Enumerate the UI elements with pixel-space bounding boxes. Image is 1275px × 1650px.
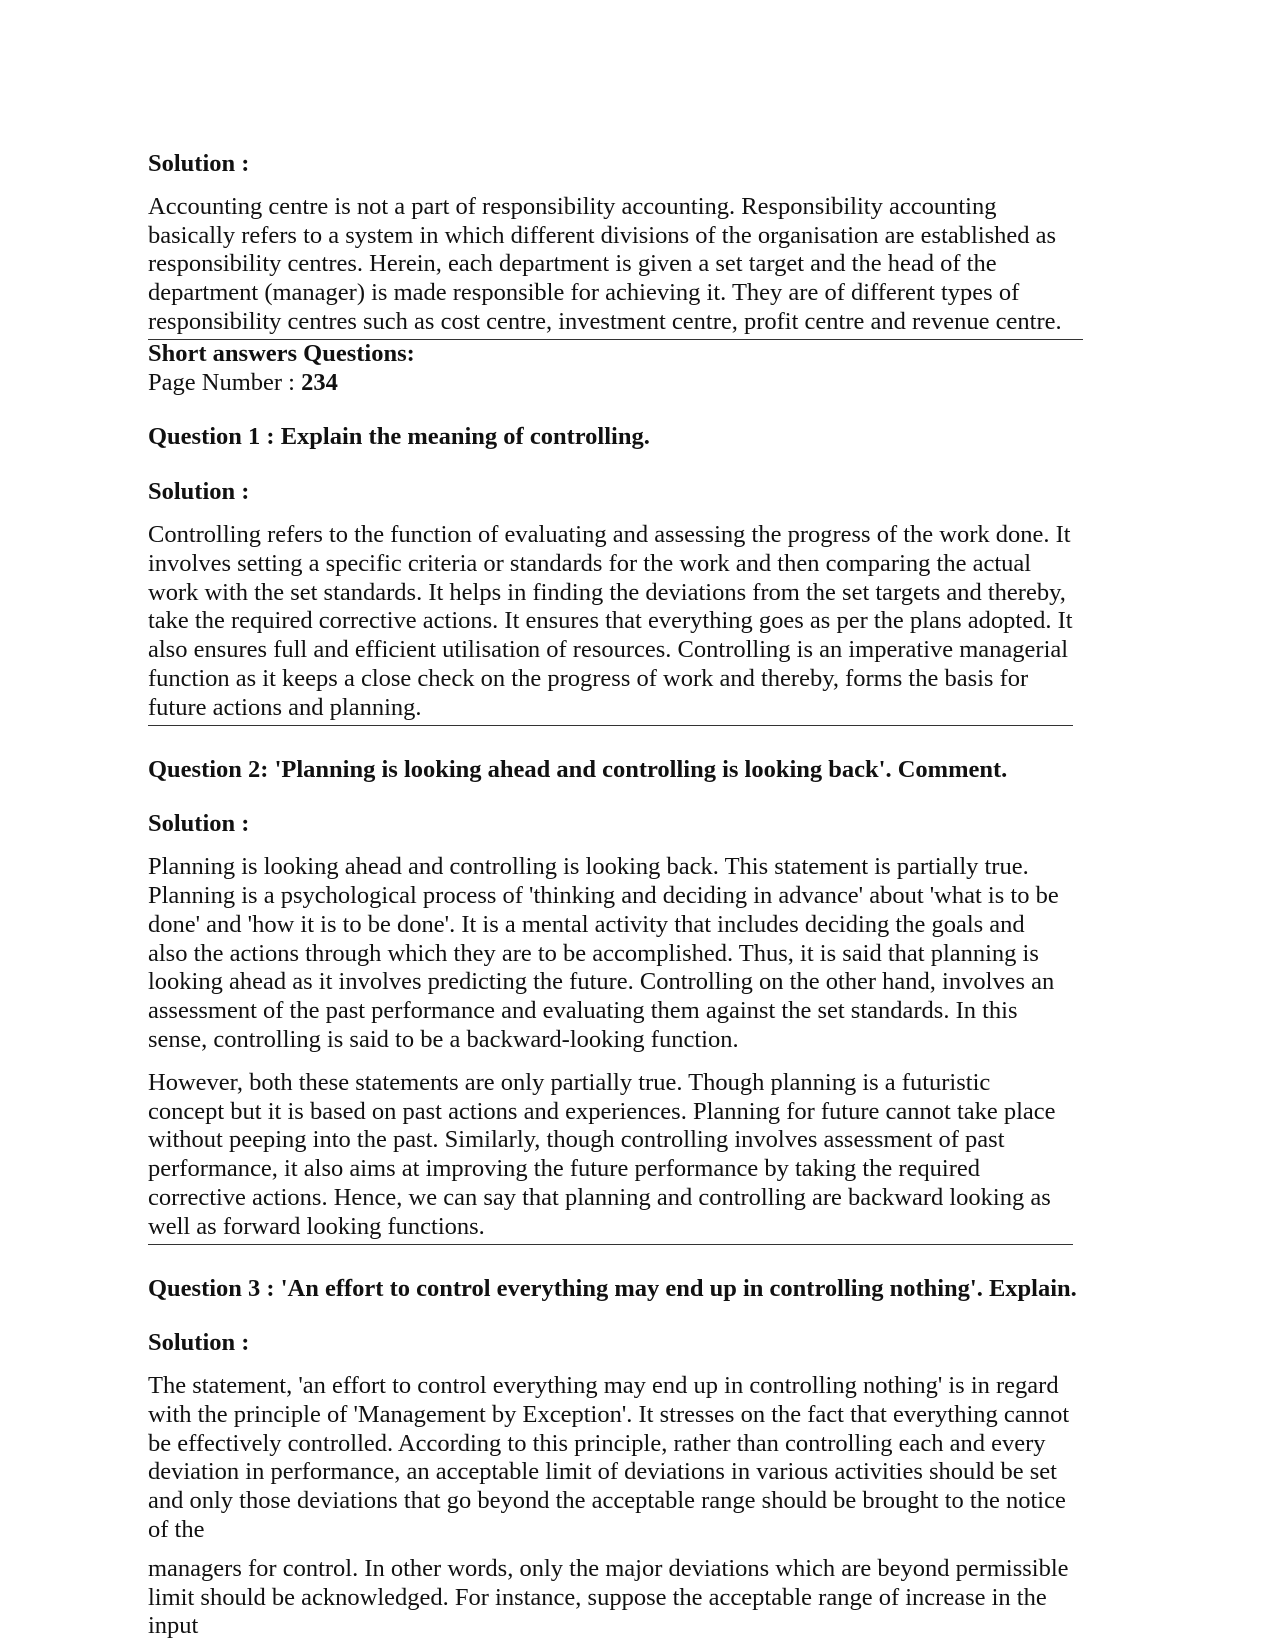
solution-paragraph: The statement, 'an effort to control everything may end up in controlling nothing' is in regard with the principle of 'Management by Exception'. It stresses on the fact that everything cannot be effectively controlled. According to this principle, rather than controlling each and every deviation in performance, an acceptable limit of deviations in various activities should be set and only those deviations that go beyond the acceptable range should be brought to the notice of the [148, 1372, 1070, 1544]
solution-paragraph: Planning is looking ahead and controlling is looking back. This statement is partially true. Planning is a psychological process of 'thinking and deciding in advance' about 'what is to be done' and 'how it is to be done'. It is a mental activity that includes deciding the goals and also the actions through which they are to be accomplished. Thus, it is said that planning is looking ahead as it involves predicting the future. Controlling on the other hand, involves an assessment of the past performance and evaluating them against the set standards. In this sense, controlling is said to be a backward-looking function. [148, 853, 1059, 1053]
question-1-heading: Question 1 : Explain the meaning of controlling. [148, 423, 650, 451]
divider [148, 725, 1073, 726]
document-page [148, 150, 1128, 1641]
solution-label: Solution : [148, 810, 250, 838]
solution-paragraph: managers for control. In other words, only the major deviations which are beyond permissible limit should be acknowledged. For instance, suppose the acceptable range of increase in the input [148, 1554, 1069, 1640]
solution-label: Solution : [148, 1329, 250, 1357]
page-number-label: Page Number : [148, 368, 302, 396]
solution-label: Solution : [148, 150, 250, 177]
question-2-heading: Question 2: 'Planning is looking ahead and controlling is looking back'. Comment. [148, 755, 1008, 783]
page-number-value: 234 [301, 368, 338, 396]
divider [148, 1244, 1073, 1245]
section-heading: Short answers Questions: [148, 339, 415, 367]
solution-paragraph: Controlling refers to the function of evaluating and assessing the progress of the work done. It involves setting a specific criteria or standards for the work and then comparing the actual work with the set standards. It helps in finding the deviations from the set targets and thereby, take the required corrective actions. It ensures that everything goes as per the plans adopted. It also ensures full and efficient utilisation of resources. Controlling is an imperative managerial function as it keeps a close check on the progress of work and thereby, forms the basis for future actions and planning. [148, 520, 1073, 721]
solution-paragraph: Accounting centre is not a part of responsibility accounting. Responsibility accounting basically refers to a system in which different divisions of the organisation are established as responsibility centres. Herein, each department is given a set target and the head of the department (manager) is made responsible for achieving it. They are of different types of responsibility centres such as cost centre, investment centre, profit centre and revenue centre. [148, 192, 1062, 335]
solution-paragraph: However, both these statements are only partially true. Though planning is a futuristic concept but it is based on past actions and experiences. Planning for future cannot take place without peeping into the past. Similarly, though controlling involves assessment of past performance, it also aims at improving the future performance by taking the required corrective actions. Hence, we can say that planning and controlling are backward looking as well as forward looking functions. [148, 1068, 1056, 1240]
solution-label: Solution : [148, 478, 250, 506]
page-number-line [148, 369, 1128, 398]
question-3-heading: Question 3 : 'An effort to control everything may end up in controlling nothing'. Explain. [148, 1274, 1077, 1302]
